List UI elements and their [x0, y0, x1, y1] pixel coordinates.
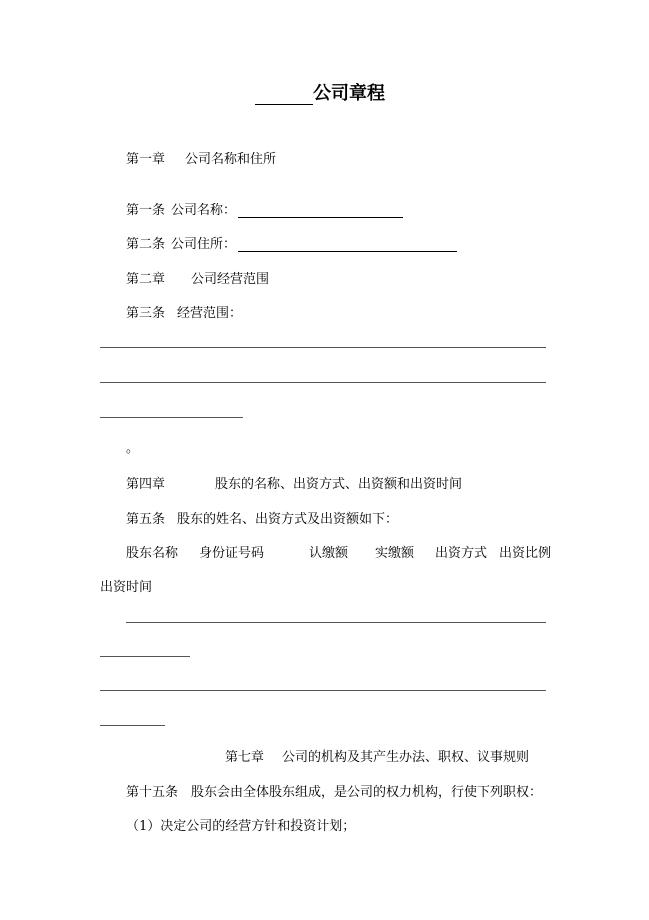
article-15-label: 第十五条	[126, 785, 179, 800]
article-2-text: 公司住所：	[171, 237, 237, 252]
col-paid-amount: 实缴额	[375, 546, 415, 561]
chapter-4-title: 股东的名称、出资方式、出资额和出资时间	[215, 477, 463, 492]
shareholder-line-1	[126, 622, 546, 623]
col-shareholder-name: 股东名称	[126, 546, 179, 561]
shareholder-line-2-cont	[100, 725, 165, 726]
article-3-text: 经营范围：	[177, 306, 243, 321]
article-1	[126, 199, 403, 218]
col-contribution-method: 出资方式	[435, 546, 488, 561]
company-address-blank	[238, 238, 457, 252]
chapter-1-label: 第一章	[126, 152, 166, 167]
shareholder-line-1-cont	[100, 656, 190, 657]
article-15	[126, 781, 542, 800]
chapter-7-title: 公司的机构及其产生办法、职权、议事规则	[282, 750, 530, 765]
col-contribution-ratio: 出资比例	[499, 546, 552, 561]
chapter-2-label: 第二章	[126, 272, 166, 287]
col-subscribed-amount: 认缴额	[309, 546, 349, 561]
article-3-label: 第三条	[126, 306, 166, 321]
shareholder-line-2	[100, 690, 546, 691]
chapter-2-title: 公司经营范围	[191, 272, 270, 287]
chapter-7	[225, 746, 529, 765]
article-2-label: 第二条	[126, 237, 166, 252]
col-contribution-time: 出资时间	[100, 580, 153, 595]
article-2	[126, 233, 457, 252]
article-1-label: 第一条	[126, 203, 166, 218]
scope-line-1	[100, 347, 546, 348]
article-3	[126, 302, 242, 321]
chapter-7-label: 第七章	[225, 750, 265, 765]
article-1-text: 公司名称：	[171, 203, 237, 218]
article-15-text: 股东会由全体股东组成，是公司的权力机构，行使下列职权：	[191, 785, 543, 800]
title-blank	[255, 86, 313, 105]
article-5-label: 第五条	[126, 512, 166, 527]
col-id-number: 身份证号码	[199, 546, 265, 561]
chapter-2	[126, 268, 269, 287]
chapter-4-label: 第四章	[126, 477, 166, 492]
chapter-4	[126, 473, 462, 492]
power-item-1: （1）决定公司的经营方针和投资计划；	[126, 819, 356, 834]
scope-line-3	[100, 417, 243, 418]
scope-line-2	[100, 382, 546, 383]
document-title: 公司章程	[255, 79, 385, 105]
scope-period: 。	[126, 441, 140, 456]
chapter-1	[126, 148, 276, 167]
chapter-1-title: 公司名称和住所	[185, 152, 277, 167]
company-name-blank	[238, 204, 403, 218]
article-5	[126, 508, 398, 527]
article-5-text: 股东的姓名、出资方式及出资额如下：	[177, 512, 399, 527]
